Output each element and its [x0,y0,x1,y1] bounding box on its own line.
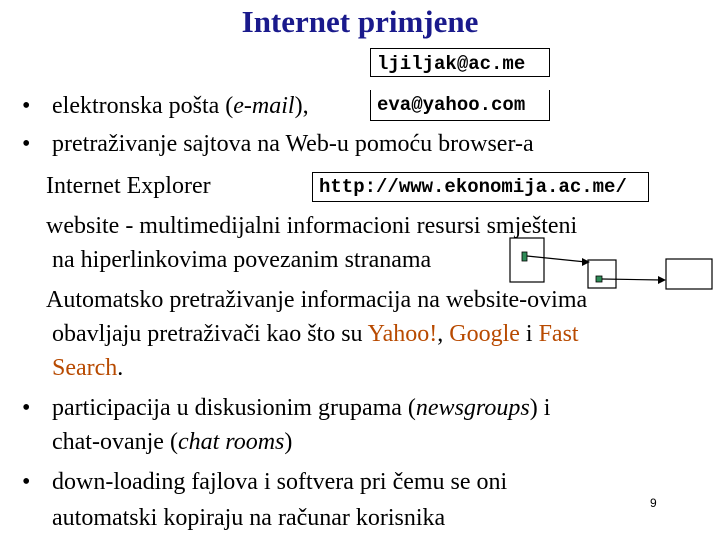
browse-line: pretraživanje sajtova na Web-u pomoću browser-a [52,131,534,157]
bullet-marker: • [22,395,31,421]
email-text: elektronska pošta ( [52,93,234,119]
participation-text-end: ) i [529,395,551,421]
fast-link: Fast [538,321,579,347]
url-box: http://www.ekonomija.ac.me/ [312,172,649,202]
website-line-1: website - multimedijalni informacioni resursi smješteni [46,213,578,239]
email-box-eva: eva@yahoo.com [370,90,550,121]
participation-line-1 [52,394,550,422]
page-box-3 [666,259,712,289]
auto-line-2 [52,320,579,348]
auto-text: Automatsko pretraživanje informacija na website-ovima [46,287,588,313]
page-title: Internet primjene [241,4,479,39]
link-square-2 [596,276,602,282]
chat-text: chat-ovanje ( [52,429,178,455]
chat-text-end: ) [284,429,293,455]
download-line-1: down-loading fajlova i softvera pri čemu se oni [52,469,508,495]
website-line-2: na hiperlinkovima povezanim stranama [52,247,432,273]
email-text-end: ), [294,93,309,119]
chat-italic: chat rooms [177,429,285,455]
page-number: 9 [650,496,657,510]
link-square-1 [522,252,527,261]
separator: , [437,321,450,347]
yahoo-link: Yahoo! [367,321,438,347]
separator: i [519,321,539,347]
participation-text: participacija u diskusionim grupama ( [52,395,416,421]
ie-line: Internet Explorer [46,173,211,199]
auto-line-1 [46,286,587,314]
bullet-marker: • [22,93,31,119]
search-line [52,354,123,382]
page-box-2 [588,260,616,288]
download-line-2: automatski kopiraju na računar korisnika [52,505,446,531]
link-arrowhead-2 [658,276,666,284]
auto-text-2: obavljaju pretraživači kao što su [52,321,368,347]
google-link: Google [449,321,520,347]
participation-line-2 [52,428,292,456]
participation-italic: newsgroups [415,395,530,421]
email-italic: e-mail [233,93,295,119]
search-link: Search [52,355,118,381]
bullet-marker: • [22,469,31,495]
period: . [117,355,124,381]
bullet-marker: • [22,131,31,157]
email-line [52,92,309,120]
email-box-ljiljak: ljiljak@ac.me [370,48,550,77]
